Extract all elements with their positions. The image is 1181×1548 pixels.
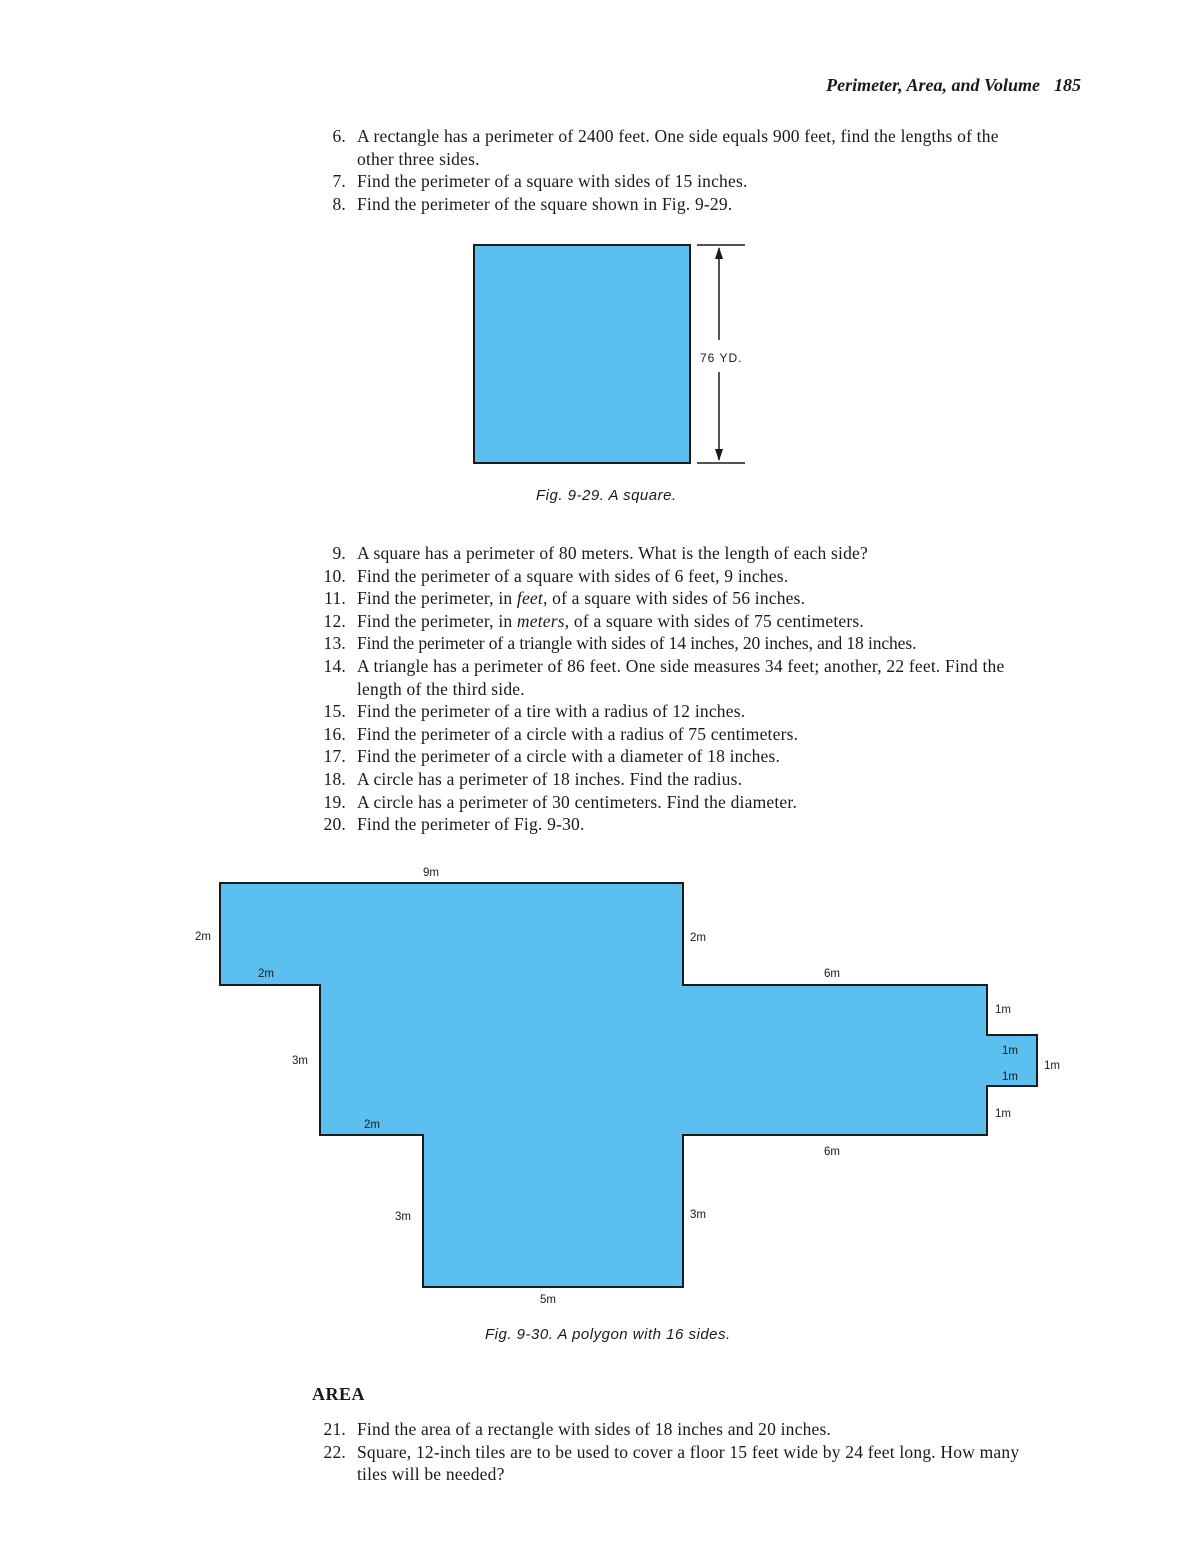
label-arm-top: 6m xyxy=(824,968,840,980)
problem-7: 7. Find the perimeter of a square with sides of 15 inches. xyxy=(332,171,748,192)
problem-9: 9. A square has a perimeter of 80 meters. What is the length of each side? xyxy=(332,543,868,563)
problem-13: 13. Find the perimeter of a triangle with sides of 14 inches, 20 inches, and 18 inches. xyxy=(323,633,917,654)
problem-list-area xyxy=(310,1418,1040,1486)
label-notch-side: 1m xyxy=(1044,1060,1060,1072)
problem-16: 16. Find the perimeter of a circle with a radius of 75 centimeters. xyxy=(323,723,799,744)
problem-21: 21. Find the area of a rectangle with sides of 18 inches and 20 inches. xyxy=(323,1419,832,1439)
problem-6: 6. A rectangle has a perimeter of 2400 feet. One side equals 900 feet, find the lengths of the other three sides. xyxy=(332,126,999,169)
label-inner-step: 2m xyxy=(364,1119,380,1131)
polygon-shape xyxy=(220,883,1037,1287)
label-stem-left: 3m xyxy=(395,1211,411,1223)
problem-14: 14. A triangle has a perimeter of 86 feet. One side measures 34 feet; another, 22 feet. Find the length of the third side. xyxy=(323,655,1005,699)
label-notch-top: 1m xyxy=(1002,1045,1018,1057)
label-left-step: 2m xyxy=(258,968,274,980)
problem-19: 19. A circle has a perimeter of 30 centimeters. Find the diameter. xyxy=(323,791,798,812)
page-number: 185 xyxy=(1054,75,1081,95)
problem-12: 12. Find the perimeter, in meters, of a square with sides of 75 centimeters. xyxy=(323,610,864,631)
problem-18: 18. A circle has a perimeter of 18 inches. Find the radius. xyxy=(323,768,743,789)
label-notch-bottom: 1m xyxy=(1002,1071,1018,1083)
problem-22: 22. Square, 12-inch tiles are to be used to cover a floor 15 feet wide by 24 feet long. How many tiles will be needed? xyxy=(323,1441,1020,1485)
label-right-upper: 2m xyxy=(690,932,706,944)
label-left-outer: 2m xyxy=(195,931,211,943)
problem-11: 11. Find the perimeter, in feet, of a square with sides of 56 inches. xyxy=(324,588,806,609)
problem-17: 17. Find the perimeter of a circle with a diameter of 18 inches. xyxy=(323,746,781,767)
problem-20: 20. Find the perimeter of Fig. 9-30. xyxy=(323,814,585,835)
section-heading-area: AREA xyxy=(312,1384,366,1404)
label-right-notch-top: 1m xyxy=(995,1004,1011,1016)
label-right-notch-bottom: 1m xyxy=(995,1108,1011,1120)
label-left-lower: 3m xyxy=(292,1055,308,1067)
problem-15: 15. Find the perimeter of a tire with a radius of 12 inches. xyxy=(323,701,746,722)
problem-8: 8. Find the perimeter of the square shown in Fig. 9-29. xyxy=(332,193,733,214)
label-top: 9m xyxy=(423,867,439,879)
dimension-label: 76 YD. xyxy=(700,351,743,365)
figure-9-29-caption: Fig. 9-29. A square. xyxy=(536,487,677,504)
figure-9-30-caption: Fig. 9-30. A polygon with 16 sides. xyxy=(485,1326,731,1343)
header-title: Perimeter, Area, and Volume xyxy=(826,75,1040,95)
problem-10: 10. Find the perimeter of a square with sides of 6 feet, 9 inches. xyxy=(323,565,789,586)
label-bottom: 5m xyxy=(540,1294,556,1306)
label-arm-bottom: 6m xyxy=(824,1146,840,1158)
label-stem-right: 3m xyxy=(690,1209,706,1221)
